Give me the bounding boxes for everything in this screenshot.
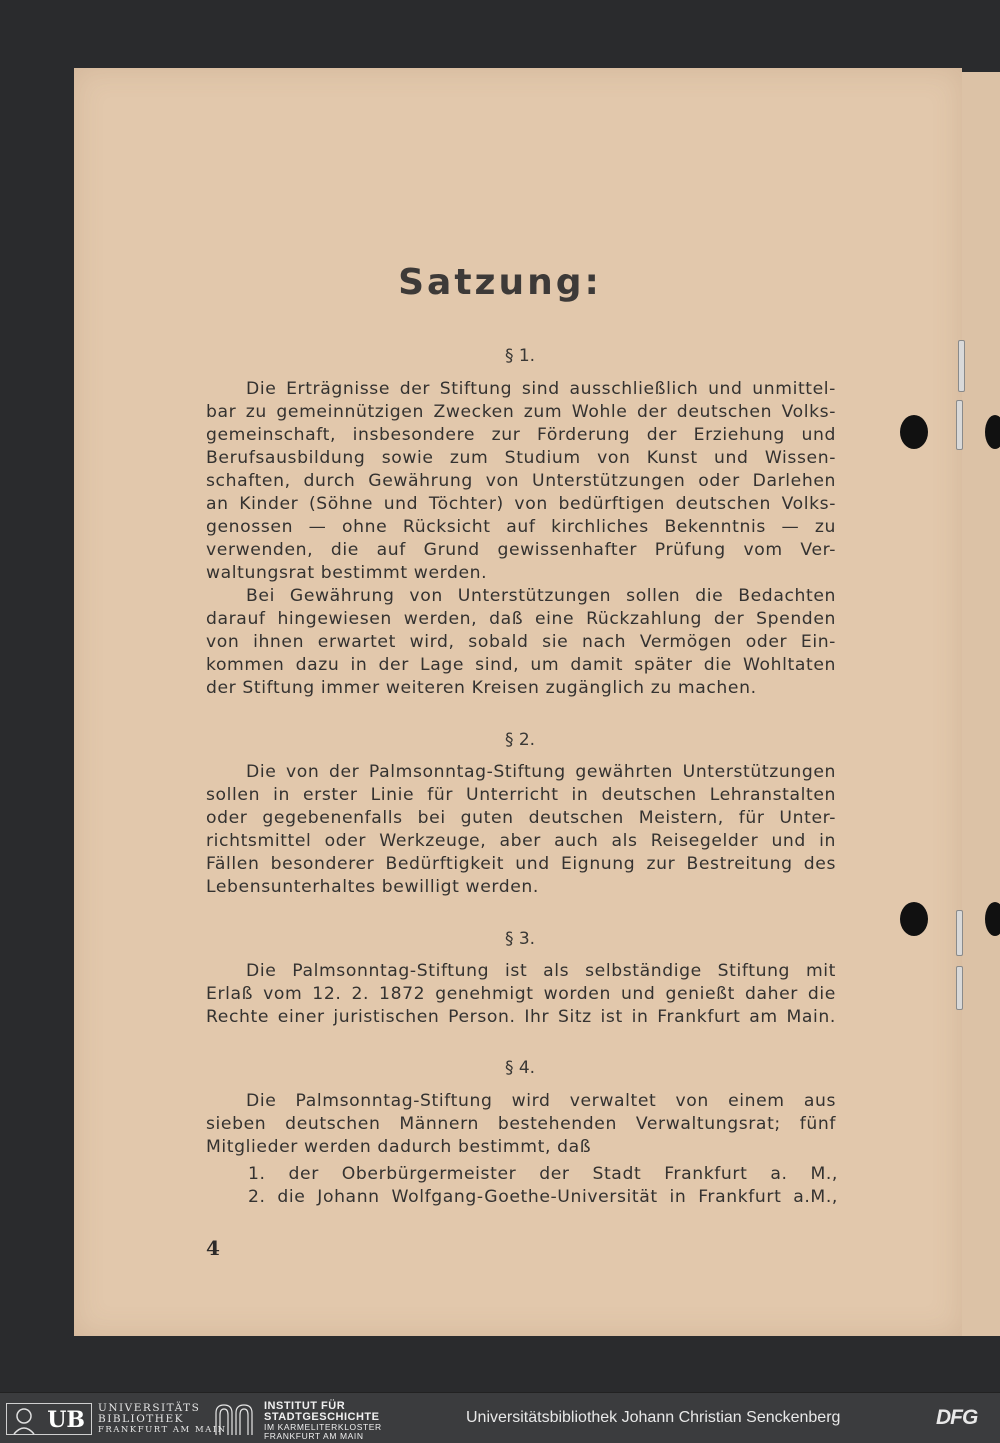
section-mark-2: § 2. [504,730,536,750]
text-line: genossen — ohne Rücksicht auf kirchliches Bekenntnis — zu [206,517,836,537]
ub-line-1: UNIVERSITÄTS [98,1402,201,1414]
staple-bottom-lower [956,966,963,1010]
inst-line-2: STADTGESCHICHTE [264,1411,380,1423]
institute-arches-icon [214,1403,256,1435]
text-line: Die Erträgnisse der Stiftung sind ausschließlich und unmittel- [246,379,836,399]
section-mark-4: § 4. [504,1058,536,1078]
inst-line-1: INSTITUT FÜR [264,1400,346,1412]
staple-top-lower [956,400,963,450]
section-mark-3: § 3. [504,929,536,949]
punch-hole-top-right [985,415,1000,449]
text-line: an Kinder (Söhne und Töchter) von bedürftigen deutschen Volks- [206,494,836,514]
text-line: Fällen besonderer Bedürftigkeit und Eignung zur Bestreitung des [206,854,836,874]
library-credit: Universitätsbibliothek Johann Christian Senckenberg [466,1409,841,1426]
text-line: sollen in erster Linie für Unterricht in deutschen Lehranstalten [206,785,836,805]
text-line: bar zu gemeinnützigen Zwecken zum Wohle der deutschen Volks- [206,402,836,422]
text-line: verwenden, die auf Grund gewissenhafter Prüfung vom Ver- [206,540,836,560]
text-line: sieben deutschen Männern bestehenden Verwaltungsrat; fünf [206,1114,836,1134]
text-line: Die Palmsonntag-Stiftung ist als selbständige Stiftung mit [246,961,836,981]
text-line: von ihnen erwartet wird, sobald sie nach Vermögen oder Ein- [206,632,836,652]
text-line: Lebensunterhaltes bewilligt werden. [206,877,539,897]
section-2-paragraph [206,761,836,899]
list-item: 2. die Johann Wolfgang-Goethe-Universität in Frankfurt a.M., [248,1187,838,1207]
text-line: Berufsausbildung sowie zum Studium von Kunst und Wissen- [206,448,836,468]
text-line: waltungsrat bestimmt werden. [206,563,488,583]
document-title: Satzung: [398,262,602,303]
ub-line-3: FRANKFURT AM MAIN [98,1425,227,1435]
dfg-logo: DFG [936,1406,978,1429]
institute-name [264,1401,382,1441]
page-number: 4 [206,1236,220,1260]
punch-hole-top [900,415,928,449]
section-1-paragraph-1 [206,378,836,585]
section-1-paragraph-2 [206,585,836,700]
text-line: Erlaß vom 12. 2. 1872 genehmigt worden und genießt daher die [206,984,836,1004]
ub-name [98,1403,227,1436]
ub-logo-text: UB [47,1407,85,1433]
goethe-portrait-icon [11,1405,37,1435]
section-mark-1: § 1. [504,346,536,366]
inst-line-4: FRANKFURT AM MAIN [264,1431,364,1441]
ub-logo [6,1403,92,1435]
text-line: richtsmittel oder Werkzeuge, aber auch als Reisegelder und in [206,831,836,851]
text-line: Die Palmsonntag-Stiftung wird verwaltet von einem aus [246,1091,836,1111]
text-line: kommen dazu in der Lage sind, um damit später die Wohltaten [206,655,836,675]
text-line: gemeinschaft, insbesondere zur Förderung der Erziehung und [206,425,836,445]
text-line: schaften, durch Gewährung von Unterstützungen oder Darlehen [206,471,836,491]
inst-line-3: IM KARMELITERKLOSTER [264,1422,382,1432]
section-3-paragraph [206,960,836,1029]
text-line: Rechte einer juristischen Person. Ihr Sitz ist in Frankfurt am Main. [206,1007,836,1027]
text-line: der Stiftung immer weiteren Kreisen zugänglich zu machen. [206,678,757,698]
text-line: Bei Gewährung von Unterstützungen sollen die Bedachten [246,586,836,606]
list-item: 1. der Oberbürgermeister der Stadt Frankfurt a. M., [248,1164,838,1184]
footer-bar [0,1392,1000,1443]
section-4-paragraph [206,1090,836,1159]
text-line: Die von der Palmsonntag-Stiftung gewährten Unterstützungen [246,762,836,782]
text-line: darauf hingewiesen werden, daß eine Rückzahlung der Spenden [206,609,836,629]
text-line: Mitglieder werden dadurch bestimmt, daß [206,1137,592,1157]
text-line: oder gegebenenfalls bei guten deutschen Meistern, für Unter- [206,808,836,828]
ub-line-2: BIBLIOTHEK [98,1413,184,1425]
